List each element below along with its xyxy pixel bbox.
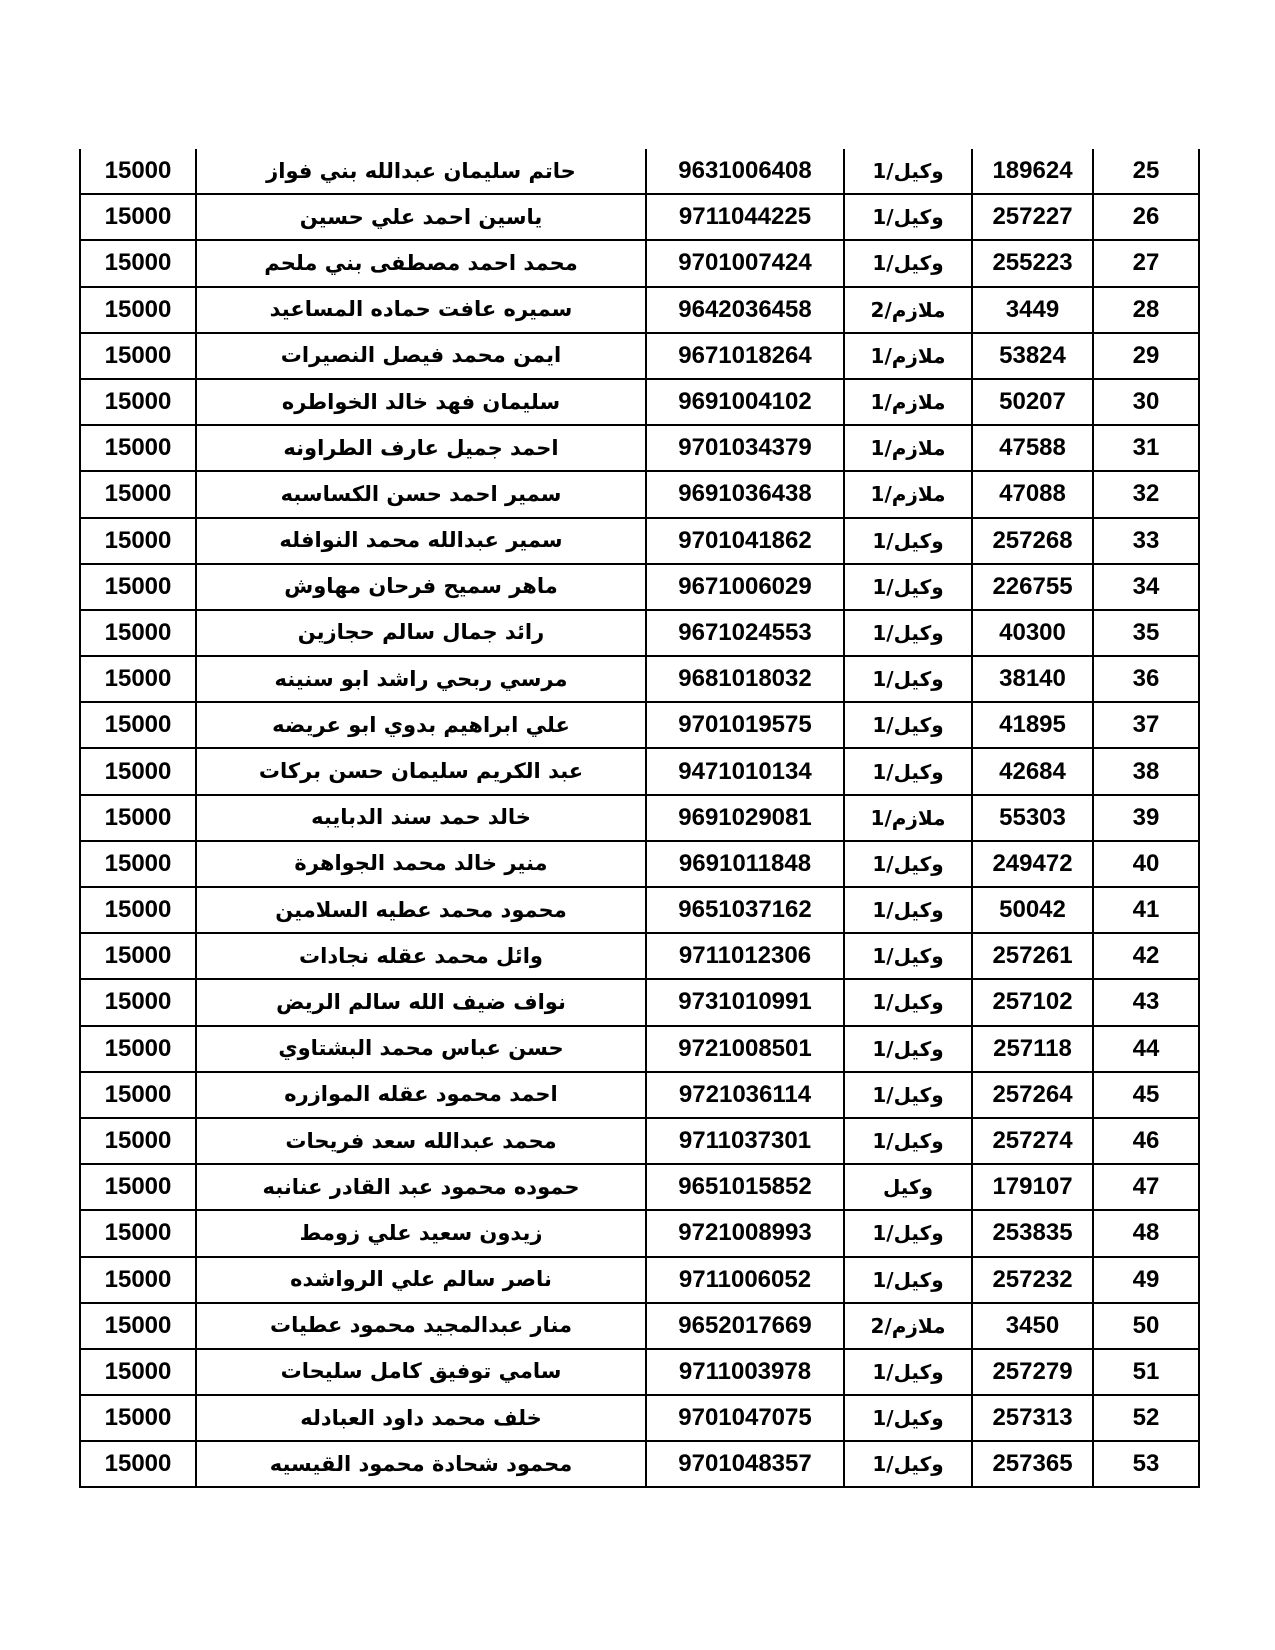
military-id-cell: 3450	[972, 1303, 1093, 1349]
full-name-cell: منير خالد محمد الجواهرة	[196, 841, 646, 887]
national-id-cell: 9711044225	[646, 194, 844, 240]
national-id-cell: 9731010991	[646, 979, 844, 1025]
national-id-cell: 9711012306	[646, 933, 844, 979]
rank-cell: وكيل	[844, 1164, 972, 1210]
table-row	[80, 333, 1199, 379]
amount-cell: 15000	[80, 1026, 196, 1072]
rank-cell: وكيل/1	[844, 564, 972, 610]
national-id-cell: 9471010134	[646, 748, 844, 794]
rank-cell: ملازم/1	[844, 425, 972, 471]
table-row	[80, 1441, 1199, 1487]
full-name-cell: سامي توفيق كامل سليحات	[196, 1349, 646, 1395]
amount-cell: 15000	[80, 1164, 196, 1210]
rank-cell: وكيل/1	[844, 1441, 972, 1487]
full-name-cell: محمود شحادة محمود القيسيه	[196, 1441, 646, 1487]
rank-cell: وكيل/1	[844, 887, 972, 933]
national-id-cell: 9711003978	[646, 1349, 844, 1395]
full-name-cell: زيدون سعيد علي زومط	[196, 1210, 646, 1256]
full-name-cell: حسن عباس محمد البشتاوي	[196, 1026, 646, 1072]
roster-table-container	[79, 149, 1198, 1488]
rank-cell: وكيل/1	[844, 933, 972, 979]
full-name-cell: احمد جميل عارف الطراونه	[196, 425, 646, 471]
row-number-cell: 42	[1093, 933, 1199, 979]
national-id-cell: 9691004102	[646, 379, 844, 425]
full-name-cell: احمد محمود عقله الموازره	[196, 1072, 646, 1118]
row-number-cell: 48	[1093, 1210, 1199, 1256]
military-id-cell: 257102	[972, 979, 1093, 1025]
full-name-cell: ماهر سميح فرحان مهاوش	[196, 564, 646, 610]
national-id-cell: 9681018032	[646, 656, 844, 702]
amount-cell: 15000	[80, 194, 196, 240]
row-number-cell: 51	[1093, 1349, 1199, 1395]
full-name-cell: منار عبدالمجيد محمود عطيات	[196, 1303, 646, 1349]
national-id-cell: 9701034379	[646, 425, 844, 471]
military-id-cell: 55303	[972, 795, 1093, 841]
rank-cell: ملازم/1	[844, 471, 972, 517]
national-id-cell: 9671024553	[646, 610, 844, 656]
amount-cell: 15000	[80, 841, 196, 887]
rank-cell: وكيل/1	[844, 610, 972, 656]
military-id-cell: 257232	[972, 1257, 1093, 1303]
row-number-cell: 26	[1093, 194, 1199, 240]
row-number-cell: 50	[1093, 1303, 1199, 1349]
row-number-cell: 39	[1093, 795, 1199, 841]
row-number-cell: 45	[1093, 1072, 1199, 1118]
amount-cell: 15000	[80, 610, 196, 656]
national-id-cell: 9691029081	[646, 795, 844, 841]
national-id-cell: 9691011848	[646, 841, 844, 887]
rank-cell: ملازم/1	[844, 795, 972, 841]
full-name-cell: سمير احمد حسن الكساسبه	[196, 471, 646, 517]
full-name-cell: عبد الكريم سليمان حسن بركات	[196, 748, 646, 794]
row-number-cell: 40	[1093, 841, 1199, 887]
full-name-cell: خلف محمد داود العبادله	[196, 1395, 646, 1441]
national-id-cell: 9711006052	[646, 1257, 844, 1303]
rank-cell: وكيل/1	[844, 240, 972, 286]
amount-cell: 15000	[80, 287, 196, 333]
row-number-cell: 37	[1093, 702, 1199, 748]
full-name-cell: علي ابراهيم بدوي ابو عريضه	[196, 702, 646, 748]
rank-cell: وكيل/1	[844, 518, 972, 564]
row-number-cell: 28	[1093, 287, 1199, 333]
table-row	[80, 149, 1199, 194]
table-row	[80, 1349, 1199, 1395]
row-number-cell: 38	[1093, 748, 1199, 794]
table-row	[80, 518, 1199, 564]
row-number-cell: 35	[1093, 610, 1199, 656]
military-id-cell: 257365	[972, 1441, 1093, 1487]
rank-cell: وكيل/1	[844, 194, 972, 240]
amount-cell: 15000	[80, 979, 196, 1025]
rank-cell: وكيل/1	[844, 1118, 972, 1164]
amount-cell: 15000	[80, 887, 196, 933]
rank-cell: وكيل/1	[844, 1395, 972, 1441]
amount-cell: 15000	[80, 1441, 196, 1487]
row-number-cell: 25	[1093, 149, 1199, 194]
military-id-cell: 257118	[972, 1026, 1093, 1072]
amount-cell: 15000	[80, 748, 196, 794]
rank-cell: وكيل/1	[844, 841, 972, 887]
table-row	[80, 748, 1199, 794]
table-row	[80, 610, 1199, 656]
national-id-cell: 9701041862	[646, 518, 844, 564]
row-number-cell: 34	[1093, 564, 1199, 610]
full-name-cell: ياسين احمد علي حسين	[196, 194, 646, 240]
full-name-cell: ناصر سالم علي الرواشده	[196, 1257, 646, 1303]
amount-cell: 15000	[80, 795, 196, 841]
table-row	[80, 887, 1199, 933]
full-name-cell: سمير عبدالله محمد النوافله	[196, 518, 646, 564]
row-number-cell: 36	[1093, 656, 1199, 702]
national-id-cell: 9721036114	[646, 1072, 844, 1118]
rank-cell: وكيل/1	[844, 1257, 972, 1303]
military-id-cell: 257313	[972, 1395, 1093, 1441]
amount-cell: 15000	[80, 1210, 196, 1256]
row-number-cell: 53	[1093, 1441, 1199, 1487]
full-name-cell: محمود محمد عطيه السلامين	[196, 887, 646, 933]
row-number-cell: 43	[1093, 979, 1199, 1025]
row-number-cell: 52	[1093, 1395, 1199, 1441]
military-id-cell: 257264	[972, 1072, 1093, 1118]
table-row	[80, 702, 1199, 748]
military-id-cell: 47588	[972, 425, 1093, 471]
table-row	[80, 240, 1199, 286]
rank-cell: ملازم/1	[844, 333, 972, 379]
amount-cell: 15000	[80, 656, 196, 702]
military-id-cell: 257274	[972, 1118, 1093, 1164]
national-id-cell: 9701048357	[646, 1441, 844, 1487]
table-row	[80, 564, 1199, 610]
row-number-cell: 41	[1093, 887, 1199, 933]
amount-cell: 15000	[80, 1072, 196, 1118]
rank-cell: ملازم/2	[844, 1303, 972, 1349]
full-name-cell: محمد عبدالله سعد فريحات	[196, 1118, 646, 1164]
rank-cell: وكيل/1	[844, 1210, 972, 1256]
table-row	[80, 795, 1199, 841]
rank-cell: وكيل/1	[844, 1072, 972, 1118]
military-id-cell: 50042	[972, 887, 1093, 933]
amount-cell: 15000	[80, 425, 196, 471]
full-name-cell: ايمن محمد فيصل النصيرات	[196, 333, 646, 379]
national-id-cell: 9691036438	[646, 471, 844, 517]
amount-cell: 15000	[80, 149, 196, 194]
national-id-cell: 9671018264	[646, 333, 844, 379]
table-row	[80, 287, 1199, 333]
military-id-cell: 40300	[972, 610, 1093, 656]
row-number-cell: 30	[1093, 379, 1199, 425]
rank-cell: وكيل/1	[844, 656, 972, 702]
row-number-cell: 29	[1093, 333, 1199, 379]
amount-cell: 15000	[80, 240, 196, 286]
row-number-cell: 47	[1093, 1164, 1199, 1210]
military-id-cell: 189624	[972, 149, 1093, 194]
rank-cell: وكيل/1	[844, 748, 972, 794]
amount-cell: 15000	[80, 471, 196, 517]
military-id-cell: 257261	[972, 933, 1093, 979]
national-id-cell: 9701047075	[646, 1395, 844, 1441]
amount-cell: 15000	[80, 564, 196, 610]
military-id-cell: 257268	[972, 518, 1093, 564]
national-id-cell: 9671006029	[646, 564, 844, 610]
amount-cell: 15000	[80, 1303, 196, 1349]
row-number-cell: 27	[1093, 240, 1199, 286]
rank-cell: وكيل/1	[844, 1026, 972, 1072]
amount-cell: 15000	[80, 379, 196, 425]
row-number-cell: 46	[1093, 1118, 1199, 1164]
rank-cell: وكيل/1	[844, 149, 972, 194]
table-row	[80, 841, 1199, 887]
row-number-cell: 44	[1093, 1026, 1199, 1072]
amount-cell: 15000	[80, 333, 196, 379]
national-id-cell: 9701019575	[646, 702, 844, 748]
national-id-cell: 9651015852	[646, 1164, 844, 1210]
amount-cell: 15000	[80, 1349, 196, 1395]
table-row	[80, 425, 1199, 471]
rank-cell: وكيل/1	[844, 1349, 972, 1395]
military-id-cell: 255223	[972, 240, 1093, 286]
national-id-cell: 9631006408	[646, 149, 844, 194]
military-id-cell: 226755	[972, 564, 1093, 610]
row-number-cell: 32	[1093, 471, 1199, 517]
amount-cell: 15000	[80, 1257, 196, 1303]
military-id-cell: 257279	[972, 1349, 1093, 1395]
table-row	[80, 1072, 1199, 1118]
national-id-cell: 9711037301	[646, 1118, 844, 1164]
table-row	[80, 471, 1199, 517]
roster-table-body	[80, 149, 1199, 1487]
row-number-cell: 31	[1093, 425, 1199, 471]
full-name-cell: محمد احمد مصطفى بني ملحم	[196, 240, 646, 286]
table-row	[80, 379, 1199, 425]
full-name-cell: خالد حمد سند الدبايبه	[196, 795, 646, 841]
military-id-cell: 249472	[972, 841, 1093, 887]
national-id-cell: 9701007424	[646, 240, 844, 286]
military-id-cell: 3449	[972, 287, 1093, 333]
military-id-cell: 53824	[972, 333, 1093, 379]
roster-table	[79, 149, 1200, 1488]
rank-cell: ملازم/2	[844, 287, 972, 333]
full-name-cell: رائد جمال سالم حجازين	[196, 610, 646, 656]
military-id-cell: 41895	[972, 702, 1093, 748]
full-name-cell: حموده محمود عبد القادر عنانبه	[196, 1164, 646, 1210]
table-row	[80, 1303, 1199, 1349]
full-name-cell: نواف ضيف الله سالم الريض	[196, 979, 646, 1025]
table-row	[80, 1164, 1199, 1210]
row-number-cell: 33	[1093, 518, 1199, 564]
military-id-cell: 50207	[972, 379, 1093, 425]
table-row	[80, 656, 1199, 702]
table-row	[80, 1026, 1199, 1072]
table-row	[80, 1118, 1199, 1164]
table-row	[80, 979, 1199, 1025]
full-name-cell: سميره عافت حماده المساعيد	[196, 287, 646, 333]
row-number-cell: 49	[1093, 1257, 1199, 1303]
amount-cell: 15000	[80, 1118, 196, 1164]
national-id-cell: 9652017669	[646, 1303, 844, 1349]
national-id-cell: 9721008501	[646, 1026, 844, 1072]
full-name-cell: سليمان فهد خالد الخواطره	[196, 379, 646, 425]
rank-cell: وكيل/1	[844, 702, 972, 748]
military-id-cell: 179107	[972, 1164, 1093, 1210]
full-name-cell: مرسي ربحي راشد ابو سنينه	[196, 656, 646, 702]
amount-cell: 15000	[80, 1395, 196, 1441]
amount-cell: 15000	[80, 702, 196, 748]
table-row	[80, 1210, 1199, 1256]
amount-cell: 15000	[80, 518, 196, 564]
amount-cell: 15000	[80, 933, 196, 979]
full-name-cell: حاتم سليمان عبدالله بني فواز	[196, 149, 646, 194]
table-row	[80, 1257, 1199, 1303]
military-id-cell: 253835	[972, 1210, 1093, 1256]
military-id-cell: 47088	[972, 471, 1093, 517]
rank-cell: وكيل/1	[844, 979, 972, 1025]
military-id-cell: 42684	[972, 748, 1093, 794]
national-id-cell: 9651037162	[646, 887, 844, 933]
table-row	[80, 194, 1199, 240]
table-row	[80, 933, 1199, 979]
national-id-cell: 9642036458	[646, 287, 844, 333]
table-row	[80, 1395, 1199, 1441]
military-id-cell: 257227	[972, 194, 1093, 240]
rank-cell: ملازم/1	[844, 379, 972, 425]
military-id-cell: 38140	[972, 656, 1093, 702]
national-id-cell: 9721008993	[646, 1210, 844, 1256]
full-name-cell: وائل محمد عقله نجادات	[196, 933, 646, 979]
